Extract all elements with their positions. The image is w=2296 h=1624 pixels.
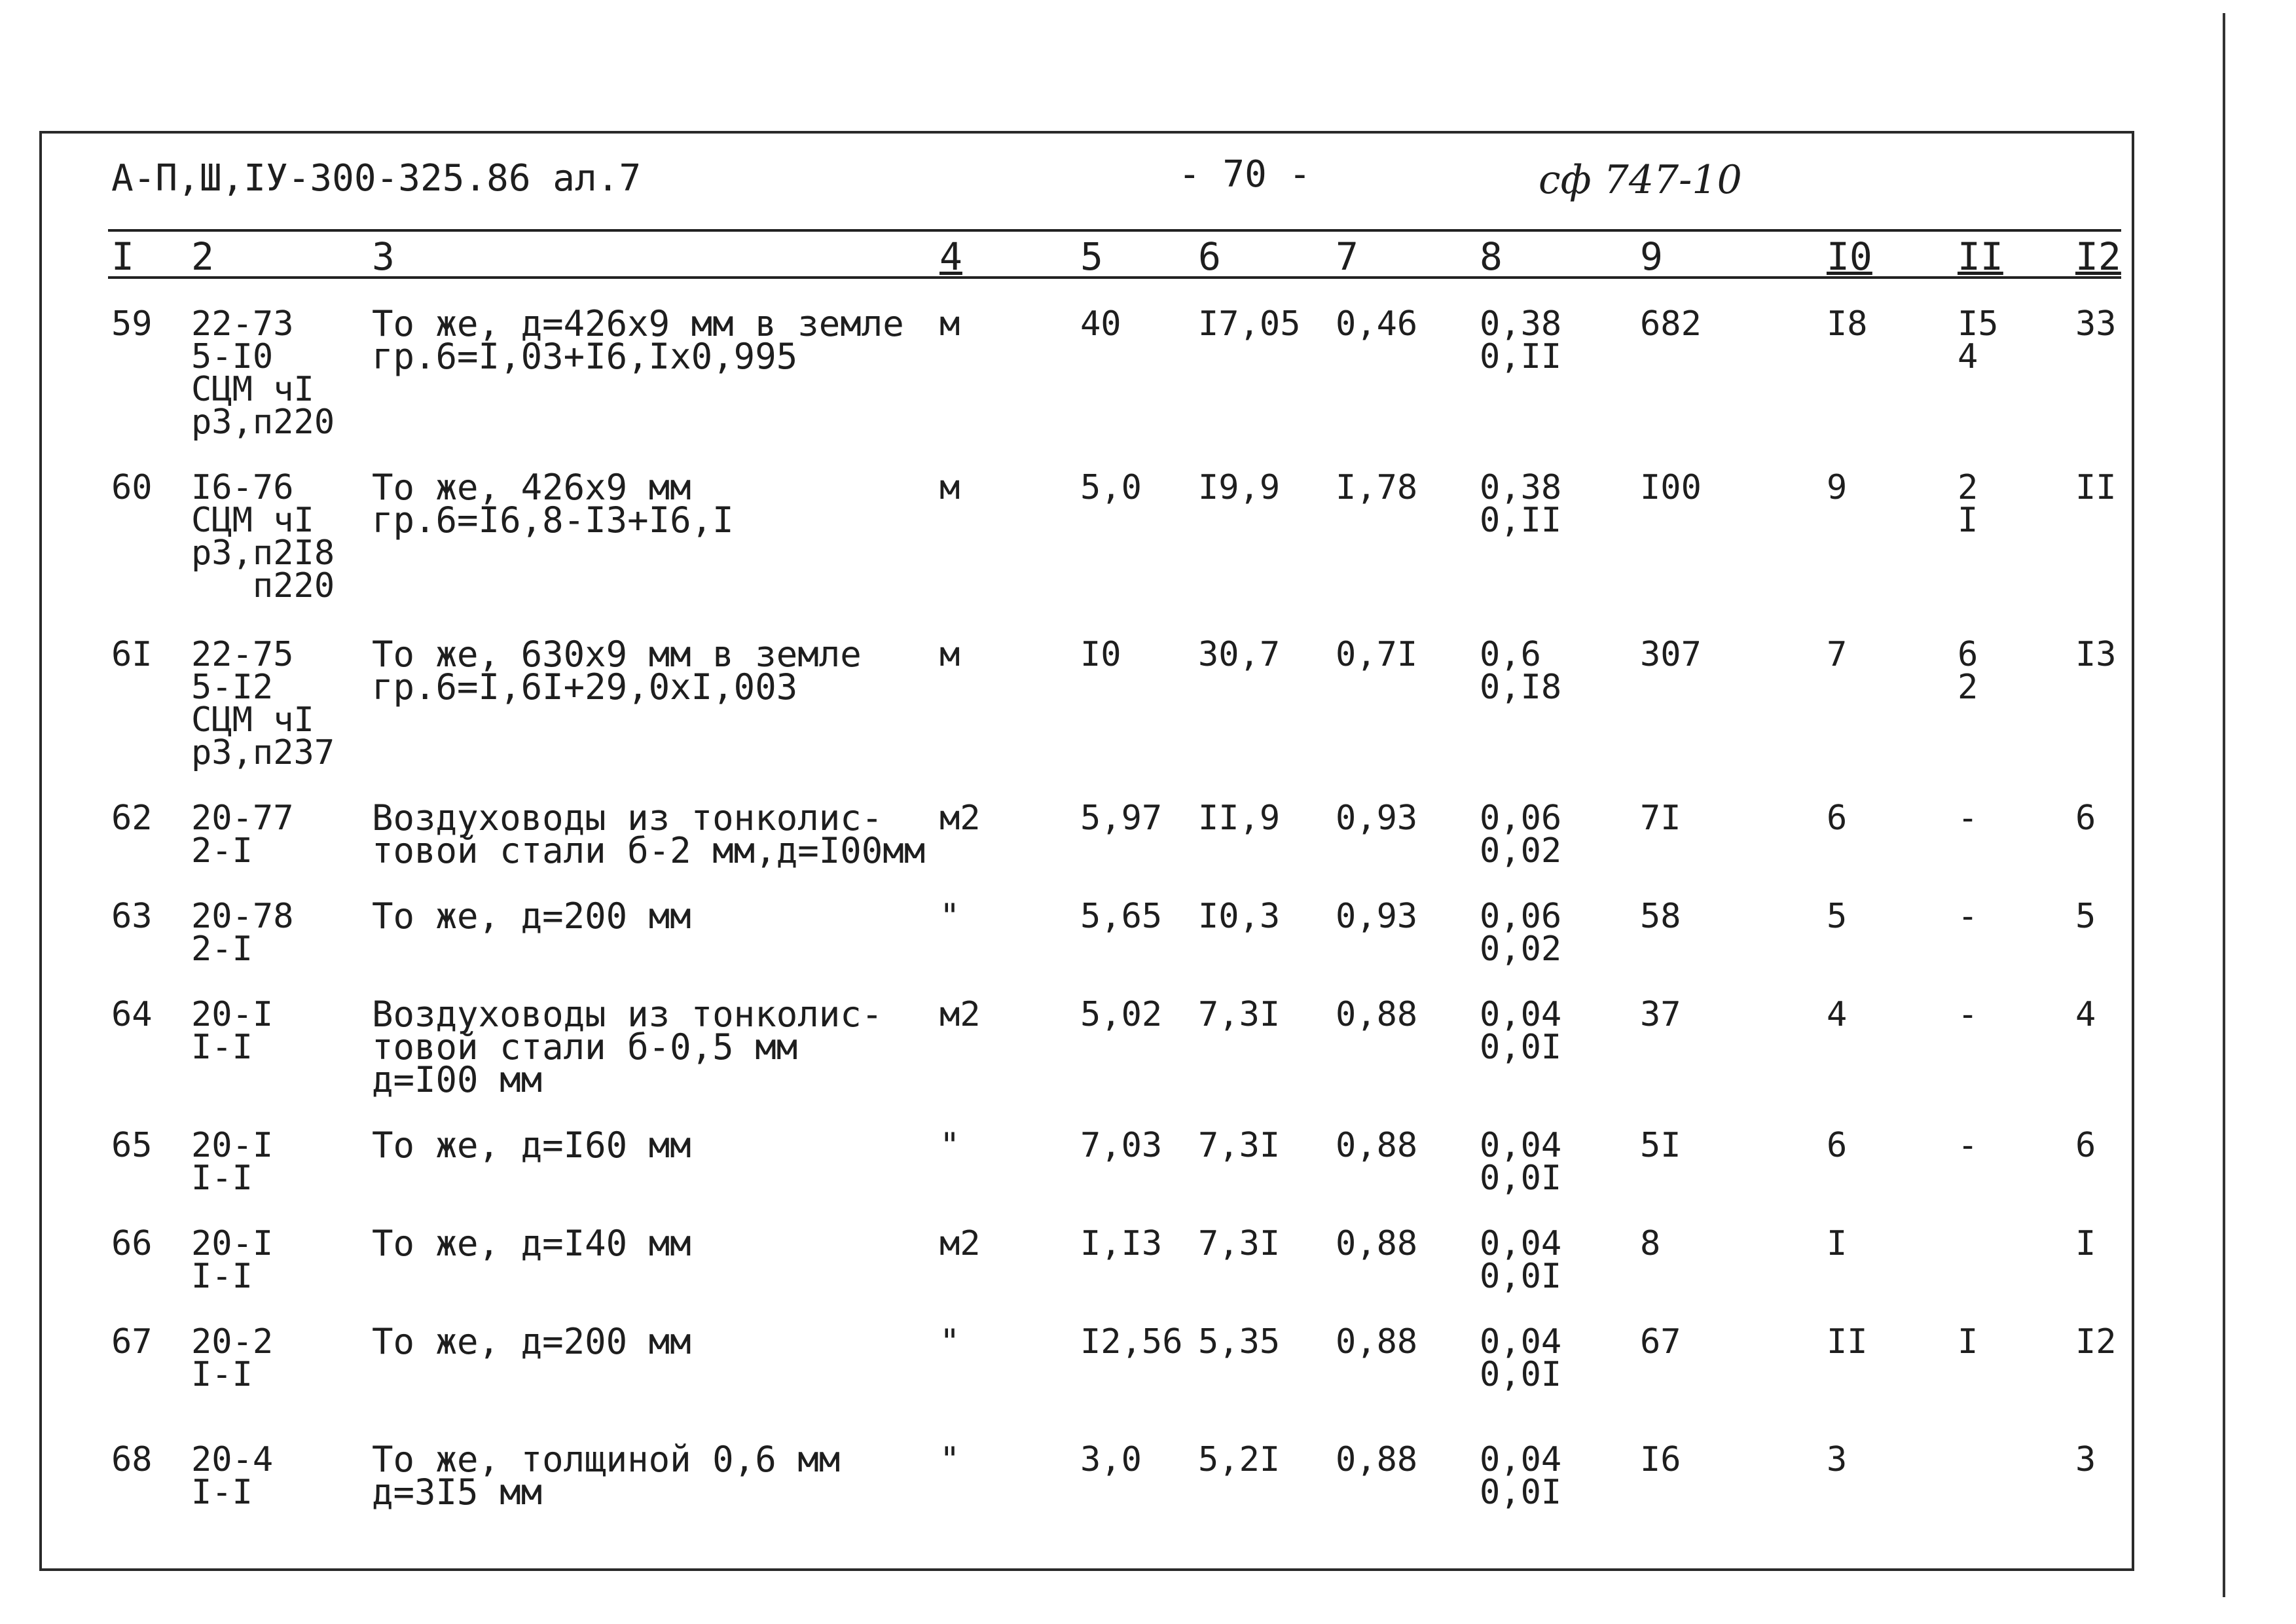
cell-quantity: 5,97 — [1080, 799, 1163, 838]
cell-description: То же, толщиной 0,6 мм д=3I5 мм — [372, 1439, 841, 1513]
cell-col-12-value: 5 — [2075, 897, 2096, 936]
handwritten-stamp: сф 747-10 — [1539, 157, 1742, 203]
cell-col-12-value: I3 — [2075, 635, 2117, 674]
cell-col-8-values: 0,06 0,02 — [1480, 897, 1562, 969]
cell-unit: м2 — [939, 995, 981, 1034]
cell-row-number: 65 — [111, 1126, 153, 1165]
cell-row-number: 60 — [111, 468, 153, 507]
col-number-5: 5 — [1080, 234, 1103, 279]
col-number-7: 7 — [1336, 234, 1358, 279]
cell-col-10-value: II — [1827, 1322, 1868, 1362]
col-number-1: I — [111, 234, 134, 279]
cell-col-9-value: 682 — [1640, 304, 1702, 344]
cell-norm-code: 20-I I-I — [191, 1224, 274, 1296]
cell-quantity: I,I3 — [1080, 1224, 1163, 1263]
cell-unit-cost: 7,3I — [1198, 1224, 1281, 1263]
cell-quantity: 7,03 — [1080, 1126, 1163, 1165]
cell-norm-code: I6-76 СЦМ чI р3,п2I8 п220 — [191, 468, 335, 605]
cell-col-7-value: 0,93 — [1336, 897, 1418, 936]
cell-unit: " — [939, 897, 960, 936]
cell-col-8-values: 0,04 0,0I — [1480, 1440, 1562, 1512]
cell-col-10-value: I — [1827, 1224, 1848, 1263]
cell-unit: м2 — [939, 799, 981, 838]
cell-unit: м — [939, 304, 960, 344]
cell-col-10-value: 4 — [1827, 995, 1848, 1034]
cell-col-12-value: 6 — [2075, 1126, 2096, 1165]
cell-col-9-value: I00 — [1640, 468, 1702, 507]
col-number-4: 4 — [939, 234, 962, 279]
cell-norm-code: 20-I I-I — [191, 995, 274, 1067]
cell-col-10-value: 7 — [1827, 635, 1848, 674]
cell-col-11-values: I5 4 — [1958, 304, 1999, 376]
cell-col-11-values: - — [1958, 897, 1978, 936]
cell-col-10-value: I8 — [1827, 304, 1868, 344]
cell-row-number: 66 — [111, 1224, 153, 1263]
cell-col-11-values: 6 2 — [1958, 635, 1978, 707]
cell-unit-cost: 5,35 — [1198, 1322, 1281, 1362]
cell-quantity: I2,56 — [1080, 1322, 1183, 1362]
cell-unit: м — [939, 635, 960, 674]
cell-col-7-value: 0,88 — [1336, 995, 1418, 1034]
cell-unit: " — [939, 1440, 960, 1479]
cell-col-11-values: - — [1958, 995, 1978, 1034]
cell-col-8-values: 0,38 0,II — [1480, 304, 1562, 376]
cell-quantity: 5,0 — [1080, 468, 1142, 507]
cell-row-number: 68 — [111, 1440, 153, 1479]
cell-col-11-values: 2 I — [1958, 468, 1978, 540]
cell-unit-cost: I9,9 — [1198, 468, 1281, 507]
cell-col-7-value: 0,7I — [1336, 635, 1418, 674]
cell-norm-code: 22-75 5-I2 СЦМ чI р3,п237 — [191, 635, 335, 772]
cell-col-12-value: I2 — [2075, 1322, 2117, 1362]
cell-unit-cost: I0,3 — [1198, 897, 1281, 936]
cell-col-9-value: 8 — [1640, 1224, 1661, 1263]
cell-row-number: 64 — [111, 995, 153, 1034]
cell-col-7-value: 0,46 — [1336, 304, 1418, 344]
cell-quantity: 3,0 — [1080, 1440, 1142, 1479]
cell-col-10-value: 9 — [1827, 468, 1848, 507]
cell-quantity: 5,65 — [1080, 897, 1163, 936]
cell-col-7-value: 0,88 — [1336, 1440, 1418, 1479]
cell-norm-code: 22-73 5-I0 СЦМ чI р3,п220 — [191, 304, 335, 442]
cell-col-9-value: 307 — [1640, 635, 1702, 674]
cell-norm-code: 20-2 I-I — [191, 1322, 274, 1394]
cell-col-12-value: 4 — [2075, 995, 2096, 1034]
cell-col-8-values: 0,38 0,II — [1480, 468, 1562, 540]
cell-norm-code: 20-78 2-I — [191, 897, 294, 969]
cell-col-10-value: 6 — [1827, 799, 1848, 838]
cell-row-number: 63 — [111, 897, 153, 936]
cell-col-8-values: 0,04 0,0I — [1480, 1224, 1562, 1296]
cell-norm-code: 20-77 2-I — [191, 799, 294, 871]
cell-unit-cost: I7,05 — [1198, 304, 1301, 344]
cell-description: То же, д=I60 мм — [372, 1125, 691, 1166]
cell-col-12-value: 3 — [2075, 1440, 2096, 1479]
cell-col-12-value: 33 — [2075, 304, 2117, 344]
cell-col-9-value: I6 — [1640, 1440, 1681, 1479]
cell-description: То же, д=426х9 мм в земле гр.6=I,03+I6,Iх0,995 — [372, 303, 904, 377]
cell-col-11-values: I — [1958, 1322, 1978, 1362]
page-number: - 70 - — [1178, 153, 1311, 196]
cell-description: То же, 426х9 мм гр.6=I6,8-I3+I6,I — [372, 467, 734, 541]
cell-unit: " — [939, 1322, 960, 1362]
cell-col-9-value: 67 — [1640, 1322, 1681, 1362]
col-number-2: 2 — [191, 234, 214, 279]
cell-col-12-value: II — [2075, 468, 2117, 507]
cell-col-10-value: 6 — [1827, 1126, 1848, 1165]
cell-row-number: 59 — [111, 304, 153, 344]
cell-description: То же, д=I40 мм — [372, 1223, 691, 1264]
cell-quantity: 5,02 — [1080, 995, 1163, 1034]
cell-col-8-values: 0,6 0,I8 — [1480, 635, 1562, 707]
cell-unit: м — [939, 468, 960, 507]
col-number-10: I0 — [1827, 234, 1872, 279]
cell-col-9-value: 58 — [1640, 897, 1681, 936]
cell-col-7-value: 0,88 — [1336, 1322, 1418, 1362]
cell-col-7-value: I,78 — [1336, 468, 1418, 507]
cell-description: Воздуховоды из тонколис- товой стали б-0,5 мм д=I00 мм — [372, 994, 883, 1100]
cell-unit-cost: 5,2I — [1198, 1440, 1281, 1479]
col-number-9: 9 — [1640, 234, 1663, 279]
document-code: А-П,Ш,IУ-300-325.86 ал.7 — [111, 157, 642, 200]
cell-description: То же, 630х9 мм в земле гр.6=I,6I+29,0хI,003 — [372, 634, 862, 708]
cell-quantity: 40 — [1080, 304, 1121, 344]
col-number-12: I2 — [2075, 234, 2121, 279]
cell-unit-cost: II,9 — [1198, 799, 1281, 838]
cell-col-8-values: 0,04 0,0I — [1480, 1322, 1562, 1394]
cell-col-7-value: 0,93 — [1336, 799, 1418, 838]
cell-row-number: 6I — [111, 635, 153, 674]
cell-col-8-values: 0,04 0,0I — [1480, 995, 1562, 1067]
cell-col-9-value: 5I — [1640, 1126, 1681, 1165]
cell-norm-code: 20-4 I-I — [191, 1440, 274, 1512]
cell-row-number: 67 — [111, 1322, 153, 1362]
cell-unit: " — [939, 1126, 960, 1165]
cell-col-11-values: - — [1958, 1126, 1978, 1165]
cell-description: Воздуховоды из тонколис- товой стали б-2 мм,д=I00мм — [372, 797, 926, 871]
cell-unit: м2 — [939, 1224, 981, 1263]
cell-unit-cost: 7,3I — [1198, 1126, 1281, 1165]
cell-col-7-value: 0,88 — [1336, 1224, 1418, 1263]
col-number-8: 8 — [1480, 234, 1503, 279]
cell-col-10-value: 3 — [1827, 1440, 1848, 1479]
cell-col-8-values: 0,04 0,0I — [1480, 1126, 1562, 1198]
cell-col-12-value: I — [2075, 1224, 2096, 1263]
cell-col-8-values: 0,06 0,02 — [1480, 799, 1562, 871]
col-number-6: 6 — [1198, 234, 1221, 279]
col-number-3: 3 — [372, 234, 395, 279]
cell-unit-cost: 30,7 — [1198, 635, 1281, 674]
cell-col-9-value: 37 — [1640, 995, 1681, 1034]
cell-col-12-value: 6 — [2075, 799, 2096, 838]
cell-col-9-value: 7I — [1640, 799, 1681, 838]
cell-norm-code: 20-I I-I — [191, 1126, 274, 1198]
cell-description: То же, д=200 мм — [372, 1321, 691, 1362]
col-number-11: II — [1958, 234, 2003, 279]
cell-description: То же, д=200 мм — [372, 895, 691, 937]
cell-row-number: 62 — [111, 799, 153, 838]
cell-quantity: I0 — [1080, 635, 1121, 674]
cell-unit-cost: 7,3I — [1198, 995, 1281, 1034]
cell-col-11-values: - — [1958, 799, 1978, 838]
cell-col-10-value: 5 — [1827, 897, 1848, 936]
cell-col-7-value: 0,88 — [1336, 1126, 1418, 1165]
